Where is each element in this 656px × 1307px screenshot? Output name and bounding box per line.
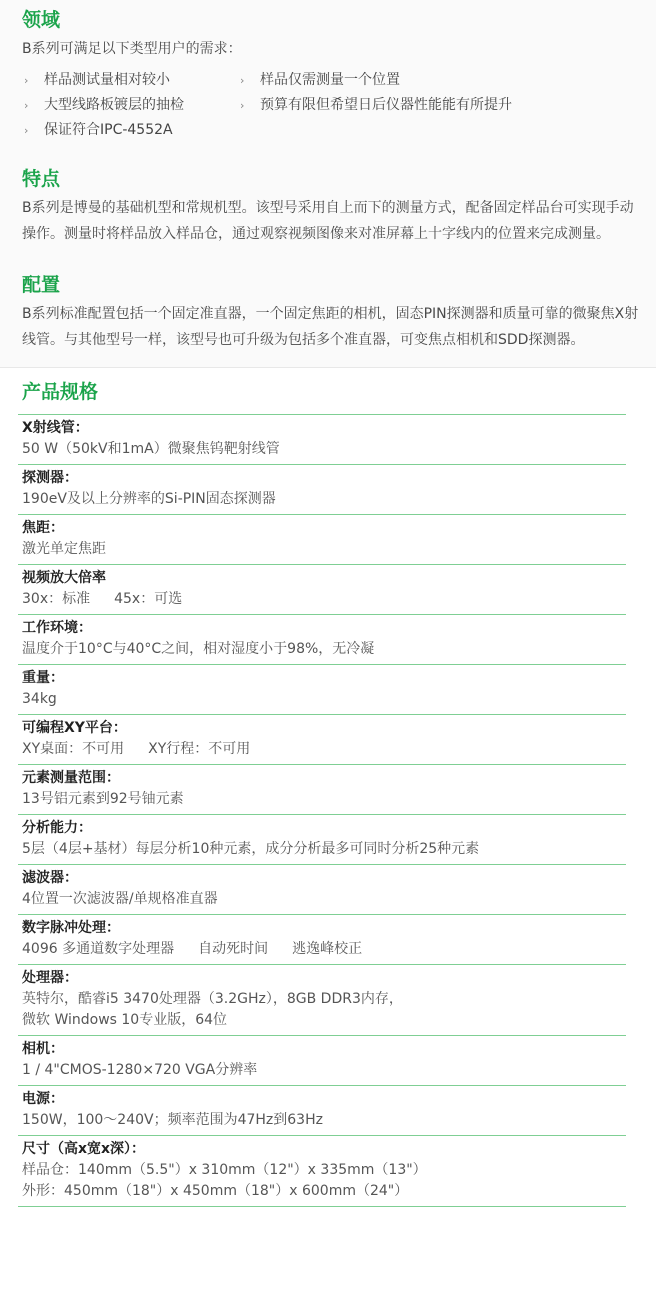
spec-label: 数字脉冲处理： <box>22 920 120 936</box>
bullet-item: › 预算有限但希望日后仪器性能能有所提升 <box>240 93 640 118</box>
spec-row <box>18 914 626 964</box>
spec-row <box>18 814 626 864</box>
spec-value <box>22 539 626 560</box>
application-bullet-list <box>22 68 640 143</box>
chevron-right-icon: › <box>24 124 29 137</box>
spec-row <box>18 614 626 664</box>
spec-value-part: 34kg <box>22 691 57 707</box>
spec-label: 视频放大倍率 <box>22 570 106 586</box>
application-section <box>0 6 656 143</box>
chevron-right-icon: › <box>24 99 29 112</box>
spec-row <box>18 664 626 714</box>
spec-value <box>22 589 626 610</box>
spec-value-part: 190eV及以上分辨率的Si-PIN固态探测器 <box>22 491 276 507</box>
spec-value <box>22 739 626 760</box>
bullet-item: › 保证符合IPC-4552A <box>24 118 240 143</box>
config-title: 配置 <box>22 274 61 296</box>
spec-value <box>22 939 626 960</box>
spec-value-part: 4096 多通道数字处理器 <box>22 941 175 957</box>
spec-value-part: 逃逸峰校正 <box>292 941 363 957</box>
spec-section <box>0 368 656 1207</box>
spec-value <box>22 789 626 810</box>
spec-value-part: 自动死时间 <box>198 941 269 957</box>
spec-value <box>22 889 626 910</box>
spec-label: 工作环境： <box>22 620 92 636</box>
spec-row <box>18 1135 626 1207</box>
spec-value <box>22 1110 626 1131</box>
application-intro: B系列可满足以下类型用户的需求： <box>22 41 242 57</box>
spec-value <box>22 839 626 860</box>
spec-title: 产品规格 <box>22 381 99 403</box>
spec-label: 可编程XY平台： <box>22 720 127 736</box>
spec-value-part: 温度介于10°C与40°C之间，相对湿度小于98%，无冷凝 <box>22 641 375 657</box>
spec-label: 电源： <box>22 1091 64 1107</box>
spec-row <box>18 1085 626 1135</box>
spec-value <box>22 1060 626 1081</box>
spec-label: 尺寸（高x宽x深）： <box>22 1141 146 1157</box>
spec-label: 元素测量范围： <box>22 770 120 786</box>
spec-row <box>18 564 626 614</box>
spec-label: 探测器： <box>22 470 78 486</box>
spec-row <box>18 514 626 564</box>
spec-value <box>22 1160 626 1181</box>
config-text: B系列标准配置包括一个固定准直器，一个固定焦距的相机，固态PIN探测器和质量可靠的微聚焦X射线管。与其他型号一样，该型号也可升级为包括多个准直器，可变焦点相机和SDD探测器。 <box>22 306 639 348</box>
spec-table <box>18 414 626 1207</box>
spec-value-part: 1 / 4"CMOS-1280×720 VGA分辨率 <box>22 1062 258 1078</box>
spec-value-part: 50 W（50kV和1mA）微聚焦钨靶射线管 <box>22 441 280 457</box>
spec-value <box>22 989 626 1010</box>
spec-label: 相机： <box>22 1041 64 1057</box>
spec-value-part: 微软 Windows 10专业版，64位 <box>22 1012 228 1028</box>
spec-value <box>22 1181 626 1202</box>
spec-label: 分析能力： <box>22 820 92 836</box>
spec-row <box>18 764 626 814</box>
spec-row <box>18 464 626 514</box>
features-title: 特点 <box>22 168 61 190</box>
spec-value <box>22 439 626 460</box>
spec-label: 处理器： <box>22 970 78 986</box>
spec-label: 滤波器： <box>22 870 78 886</box>
chevron-right-icon: › <box>240 99 245 112</box>
spec-row <box>18 414 626 464</box>
intro-area <box>0 0 656 367</box>
spec-value <box>22 689 626 710</box>
bullet-item: › 样品仅需测量一个位置 <box>240 68 640 93</box>
spec-value <box>22 1010 626 1031</box>
spec-value-part: 5层（4层+基材）每层分析10种元素，成分分析最多可同时分析25种元素 <box>22 841 480 857</box>
config-section <box>0 271 656 353</box>
spec-row <box>18 714 626 764</box>
spec-value-part: 样品仓：140mm（5.5"）x 310mm（12"）x 335mm（13"） <box>22 1162 427 1178</box>
spec-value <box>22 489 626 510</box>
spec-label: X射线管： <box>22 420 89 436</box>
bullet-item: › 样品测试量相对较小 <box>24 68 240 93</box>
spec-row <box>18 1035 626 1085</box>
features-text: B系列是博曼的基础机型和常规机型。该型号采用自上而下的测量方式，配备固定样品台可实现手动操作。测量时将样品放入样品仓，通过观察视频图像来对准屏幕上十字线内的位置来完成测量。 <box>22 200 634 242</box>
spec-label: 重量： <box>22 670 64 686</box>
bullet-item: › 大型线路板镀层的抽检 <box>24 93 240 118</box>
spec-value <box>22 639 626 660</box>
spec-value-part: 4位置一次滤波器/单规格准直器 <box>22 891 218 907</box>
spec-value-part: 激光单定焦距 <box>22 541 106 557</box>
chevron-right-icon: › <box>240 74 245 87</box>
chevron-right-icon: › <box>24 74 29 87</box>
spec-value-part: 45x：可选 <box>114 591 183 607</box>
application-title: 领域 <box>22 9 61 31</box>
spec-row <box>18 964 626 1035</box>
spec-value-part: XY行程：不可用 <box>148 741 251 757</box>
spec-value-part: XY桌面：不可用 <box>22 741 125 757</box>
spec-value-part: 150W，100～240V；频率范围为47Hz到63Hz <box>22 1112 323 1128</box>
spec-row <box>18 864 626 914</box>
features-section <box>0 165 656 247</box>
spec-value-part: 30x：标准 <box>22 591 91 607</box>
spec-value-part: 外形：450mm（18"）x 450mm（18"）x 600mm（24"） <box>22 1183 409 1199</box>
spec-label: 焦距： <box>22 520 64 536</box>
spec-value-part: 英特尔，酷睿i5 3470处理器（3.2GHz），8GB DDR3内存， <box>22 991 403 1007</box>
spec-value-part: 13号铝元素到92号铀元素 <box>22 791 184 807</box>
